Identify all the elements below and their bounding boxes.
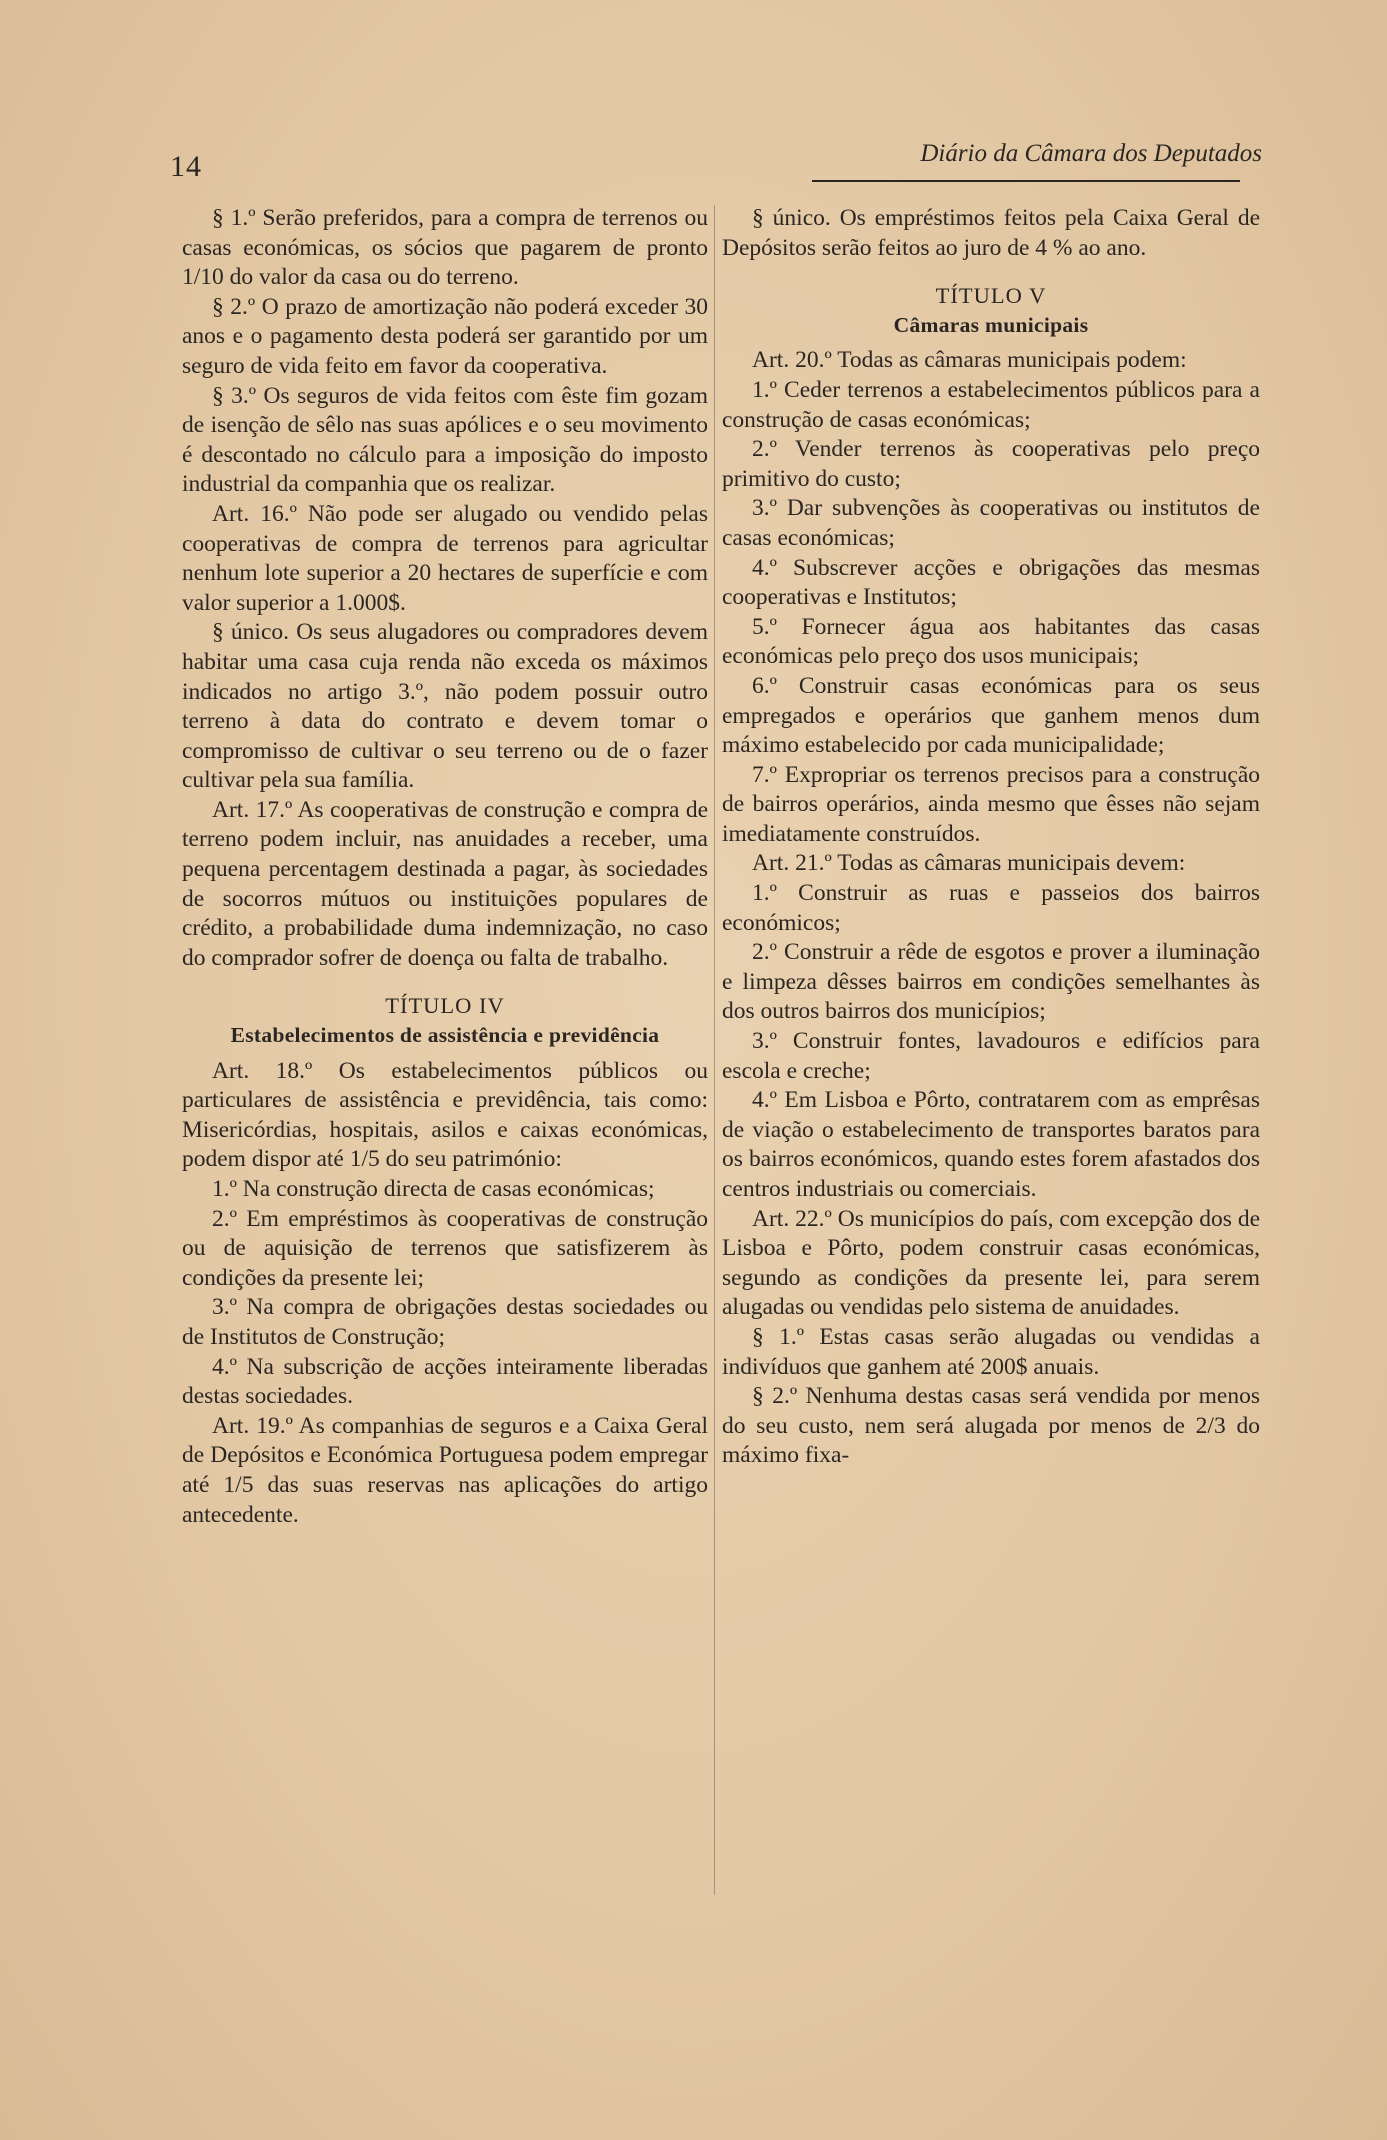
right-column — [722, 204, 1260, 1471]
right-section-subtitle: Câmaras municipais — [893, 312, 1089, 337]
right-paragraph: Art. 22.º Os municípios do país, com excepção dos de Lisboa e Pôrto, podem construir casas económicas, segundo as condições da presente lei, para serem alugadas ou vendidas pelo sistema de anuidades. — [722, 1205, 1260, 1321]
right-paragraph: § 1.º Estas casas serão alugadas ou vendidas a indivíduos que ganhem até 200$ anuais. — [722, 1323, 1260, 1380]
right-paragraph: 5.º Fornecer água aos habitantes das casas económicas pelo preço dos usos municipais; — [722, 613, 1260, 670]
column-divider — [714, 205, 715, 1895]
left-paragraph: § único. Os seus alugadores ou compradores devem habitar uma casa cuja renda não exceda os máximos indicados no artigo 3.º, não podem possuir outro terreno à data do contrato e devem tomar o compromisso de cultivar o seu terreno ou de o fazer cultivar pela sua família. — [182, 619, 708, 794]
right-section-title: TÍTULO V — [935, 283, 1047, 309]
left-paragraph: 4.º Na subscrição de acções inteiramente liberadas destas sociedades. — [182, 1353, 708, 1410]
right-paragraph: 1.º Construir as ruas e passeios dos bairros económicos; — [722, 880, 1260, 936]
left-paragraph: § 1.º Serão preferidos, para a compra de terrenos ou casas económicas, os sócios que pagarem de pronto 1/10 do valor da casa ou do terreno. — [182, 205, 708, 291]
page-number: 14 — [170, 150, 202, 183]
left-paragraph: Art. 17.º As cooperativas de construção e compra de terreno podem incluir, nas anuidades a receber, uma pequena percentagem destinada a pagar, às sociedades de socorros mútuos ou instituições populares de crédito, a probabilidade duma indemnização, no caso do comprador sofrer de doença ou falta de trabalho. — [182, 796, 708, 971]
header-rule — [812, 180, 1240, 182]
left-paragraph: Art. 16.º Não pode ser alugado ou vendido pelas cooperativas de compra de terrenos para agricultar nenhum lote superior a 20 hectares de superfície e com valor superior a 1.000$. — [182, 500, 708, 616]
right-paragraph: Art. 20.º Todas as câmaras municipais podem: — [752, 347, 1187, 374]
left-section-subtitle: Estabelecimentos de assistência e previdência — [230, 1023, 660, 1048]
right-paragraph: Art. 21.º Todas as câmaras municipais devem: — [752, 850, 1186, 877]
left-paragraph: Art. 18.º Os estabelecimentos públicos ou particulares de assistência e previdência, tais como: Misericórdias, hospitais, asilos e caixas económicas, podem dispor até 1/5 do seu património: — [182, 1057, 708, 1173]
right-paragraph: 6.º Construir casas económicas para os seus empregados e operários que ganhem menos dum máximo estabelecido por cada municipalidade; — [722, 672, 1260, 759]
right-paragraph: 2.º Construir a rêde de esgotos e prover a iluminação e limpeza dêsses bairros em condições semelhantes às dos outros bairros dos municípios; — [722, 939, 1260, 1025]
left-paragraph: 2.º Em empréstimos às cooperativas de construção ou de aquisição de terrenos que satisfizerem às condições da presente lei; — [182, 1205, 708, 1291]
left-paragraph: Art. 19.º As companhias de seguros e a Caixa Geral de Depósitos e Económica Portuguesa podem empregar até 1/5 das suas reservas nas aplicações do artigo antecedente. — [182, 1412, 708, 1528]
left-paragraph: § 3.º Os seguros de vida feitos com êste fim gozam de isenção de sêlo nas suas apólices e o seu movimento é descontado no cálculo para a imposição do imposto industrial da companhia que os realizar. — [182, 382, 708, 498]
right-paragraph: 4.º Em Lisboa e Pôrto, contratarem com as emprêsas de viação o estabelecimento de transportes baratos para os bairros económicos, quando estes forem afastados dos centros industriais ou comerciais. — [722, 1087, 1260, 1202]
right-paragraph: § 2.º Nenhuma destas casas será vendida por menos do seu custo, nem será alugada por menos de 2/3 do máximo fixa- — [722, 1383, 1260, 1469]
left-paragraph: 3.º Na compra de obrigações destas sociedades ou de Institutos de Construção; — [182, 1294, 708, 1350]
right-paragraph: 3.º Construir fontes, lavadouros e edifícios para escola e creche; — [722, 1028, 1260, 1084]
left-paragraph: § 2.º O prazo de amortização não poderá exceder 30 anos e o pagamento desta poderá ser garantido por um seguro de vida feito em favor da cooperativa. — [182, 293, 708, 379]
right-paragraph: 4.º Subscrever acções e obrigações das mesmas cooperativas e Institutos; — [722, 554, 1260, 611]
left-paragraph: 1.º Na construção directa de casas económicas; — [212, 1176, 655, 1202]
right-paragraph: 7.º Expropriar os terrenos precisos para a construção de bairros operários, ainda mesmo que êsses não sejam imediatamente construídos. — [722, 761, 1260, 847]
right-paragraph: 1.º Ceder terrenos a estabelecimentos públicos para a construção de casas económicas; — [722, 376, 1260, 433]
left-column — [182, 204, 708, 1530]
left-section-title: TÍTULO IV — [385, 993, 505, 1019]
right-paragraph: 2.º Vender terrenos às cooperativas pelo preço primitivo do custo; — [722, 436, 1260, 492]
running-head: Diário da Câmara dos Deputados — [920, 140, 1262, 167]
right-paragraph: § único. Os empréstimos feitos pela Caixa Geral de Depósitos serão feitos ao juro de 4 % ao ano. — [722, 205, 1260, 261]
right-paragraph: 3.º Dar subvenções às cooperativas ou institutos de casas económicas; — [722, 495, 1260, 551]
